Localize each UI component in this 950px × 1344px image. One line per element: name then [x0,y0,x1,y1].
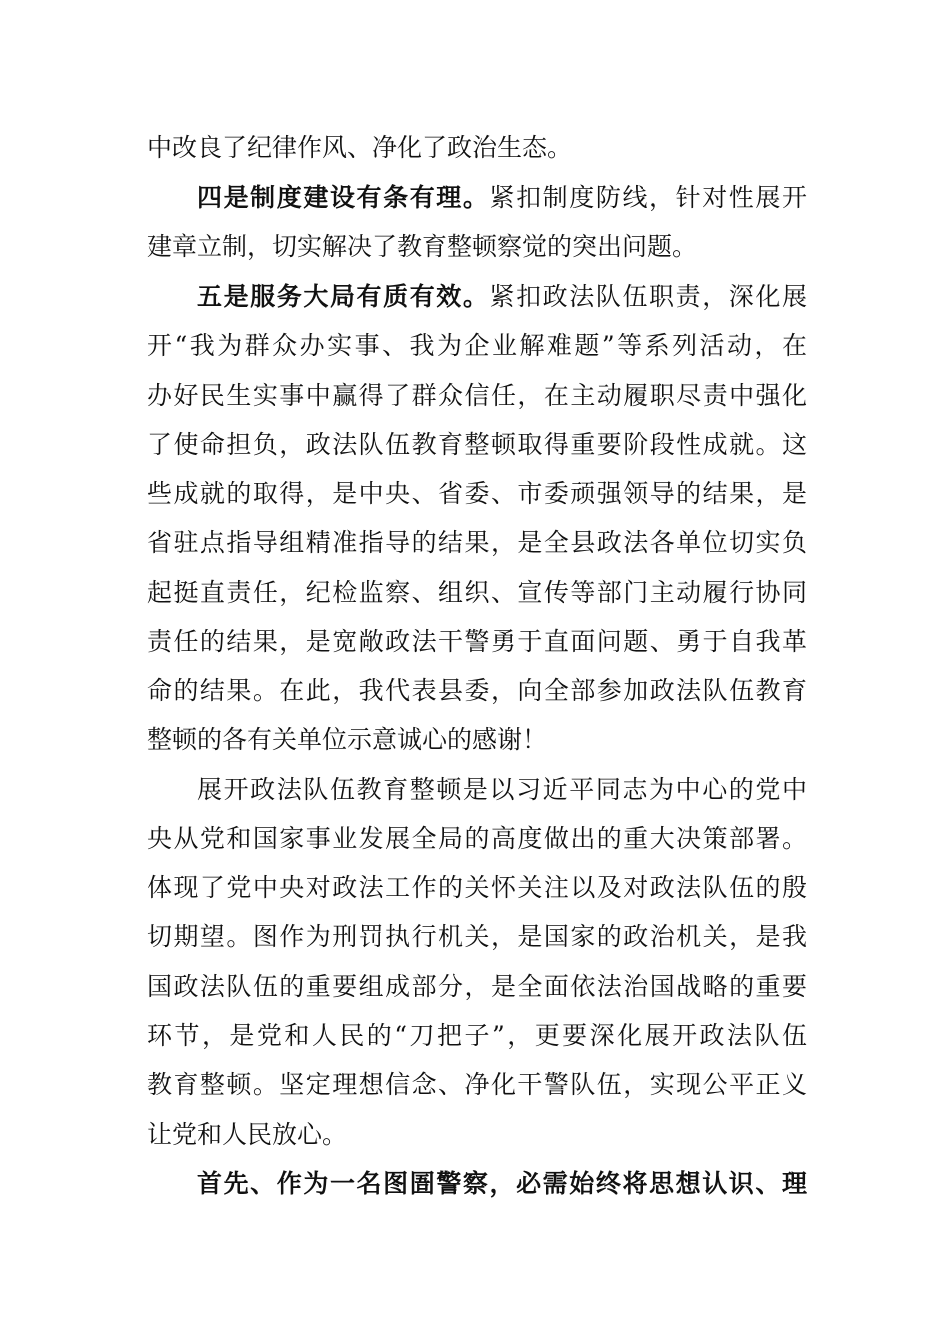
text-line [147,868,807,908]
text-line [147,967,807,1007]
text-line [147,474,807,514]
line-text: 责任的结果，是宽敞政法干警勇于直面问题、勇于自我革 [147,627,807,656]
line-text: 起挺直责任，纪检监察、组织、宣传等部门主动履行协同 [147,578,807,607]
text-line [147,1016,807,1056]
text-line [147,227,807,267]
paragraph-first-line [197,770,807,810]
line-text: 些成就的取得，是中央、省委、市委顽强领导的结果，是 [147,479,807,508]
line-text: 了使命担负，政法队伍教育整顿取得重要阶段性成就。这 [147,430,807,459]
text-line [147,326,807,366]
line-text: 体现了党中央对政法工作的关怀关注以及对政法队伍的殷 [147,873,807,902]
paragraph-heading: 五是服务大局有质有效。 [197,282,490,311]
line-text: 建章立制，切实解决了教育整顿察觉的突出问题。 [147,232,698,261]
line-text: 环节，是党和人民的“刀把子”，更要深化展开政法队伍 [147,1021,807,1050]
line-text: 命的结果。在此，我代表县委，向全部参加政法队伍教育 [147,676,807,705]
text-line [147,917,807,957]
paragraph-lead-line [197,1164,807,1204]
line-text: 国政法队伍的重要组成部分，是全面依法治国战略的重要 [147,972,807,1001]
text-line [147,573,807,613]
line-text: 开“我为群众办实事、我为企业解难题”等系列活动，在 [147,331,807,360]
text-line [147,1115,807,1155]
paragraph-heading: 四是制度建设有条有理。 [197,183,490,212]
line-text: 教育整顿。坚定理想信念、净化干警队伍，实现公平正义 [147,1070,807,1099]
line-text: 整顿的各有关单位示意诚心的感谢！ [147,725,548,754]
line-text: 让党和人民放心。 [147,1120,348,1149]
text-line [147,523,807,563]
text-line [147,425,807,465]
line-text: 紧扣政法队伍职责，深化展 [489,282,807,311]
line-text: 中改良了纪律作风、净化了政治生态。 [147,133,573,162]
line-text: 切期望。图作为刑罚执行机关，是国家的政治机关，是我 [147,922,807,951]
paragraph-lead-line [197,277,807,317]
line-text: 省驻点指导组精准指导的结果，是全县政法各单位切实负 [147,528,807,557]
line-text: 办好民生实事中赢得了群众信任，在主动履职尽责中强化 [147,381,807,410]
line-text: 紧扣制度防线，针对性展开 [489,183,807,212]
text-line [147,622,807,662]
line-text: 央从党和国家事业发展全局的高度做出的重大决策部署。 [147,824,807,853]
paragraph-heading: 首先、作为一名图圄警察，必需始终将思想认识、理 [197,1169,807,1198]
text-line [147,376,807,416]
text-line [147,819,807,859]
line-text: 展开政法队伍教育整顿是以习近平同志为中心的党中 [197,775,807,804]
text-line [147,720,807,760]
text-line [147,1065,807,1105]
text-line [147,671,807,711]
text-line [147,128,807,168]
paragraph-lead-line [197,178,807,218]
